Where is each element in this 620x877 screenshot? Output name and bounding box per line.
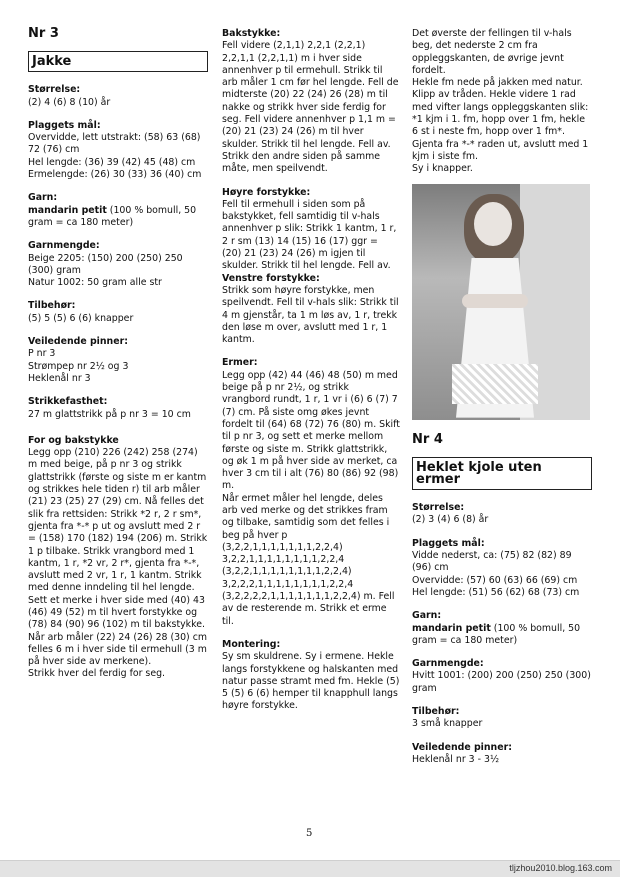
instruction-paragraph: Hekle fm nede på jakken med natur. Klipp av tråden. Hekle videre 1 rad med vifter langs oppleggskanten slik: *1 kjm i 1. fm, hopp over 1 fm, hekle 6 st i neste fm, hopp over 1 fm*. Gjenta fra *-* raden ut, avslutt med 1 kjm i siste fm. bbox=[412, 77, 589, 162]
instruction-paragraph: Strikk den andre siden på samme måte, men speilvendt. bbox=[222, 150, 381, 175]
instruction-paragraph: Legg opp (42) 44 (46) 48 (50) m med beige på p nr 2½, og strikk vrangbord rundt, 1 r, 1 vr i (6) 6 (7) 7 (7) cm. På siste omg økes jevnt fordelt til (64) 68 (72) 76 (80) m. Skift til p nr 3, og sett et merke mellom første og siste m. Strikk glattstrikk, og øk 1 m på hver side av merket, ca hver 3 cm til i alt (76) 80 (86) 92 (98) m. bbox=[222, 369, 400, 492]
amount-line: Hvitt 1001: (200) 200 (250) 250 (300) gram bbox=[412, 670, 591, 694]
photo-arms bbox=[462, 294, 528, 308]
yarn-name: mandarin petit bbox=[28, 204, 107, 216]
instruction-paragraph: Fell til ermehull i siden som på bakstykket, fell samtidig til v-hals annenhver p slik: Strikk 1 kantm, 1 r, 2 r sm (13) 14 (15) 16 (17) ggr = (20) 21 (23) 24 (26) m igjen til skulder. Strikk til hel lengde. Fell av. bbox=[222, 198, 397, 272]
instruction-paragraph: Strikk hver del ferdig for seg. bbox=[28, 668, 166, 680]
section-heading: Plaggets mål: bbox=[28, 119, 101, 131]
yarn-desc: (100 % bomull, 50 gram = ca 180 meter) bbox=[412, 622, 581, 646]
measure-line: Hel lengde: (51) 56 (62) 68 (73) cm bbox=[412, 586, 580, 598]
section-heading: For og bakstykke bbox=[28, 434, 119, 446]
footer-bar bbox=[0, 860, 620, 877]
pattern-number: Nr 3 bbox=[28, 26, 59, 41]
section-heading: Venstre forstykke: bbox=[222, 272, 320, 284]
pattern-number: Nr 4 bbox=[412, 431, 443, 447]
instruction-paragraph: Når ermet måler hel lengde, deles arb ved merke og det strikkes fram og tilbake, samtidig som det felles i beg på hver p (3,2,2,1,1,1,1,1,1,1,2,2,4) 3,2,2,1,1,1,1,1,1,1,1,2,2,4 (3,2,2,1,1,1,1,1,1,1,1,2,2,4) 3,2,2,2,1,1,1,1,1,1,1,1,2,2,4 (3,2,2,2,2,1,1,1,1,1,1,1,2,2,4) m. Fell av de resterende m. Strikk et erme til. bbox=[222, 492, 395, 627]
footer-url[interactable]: tljzhou2010.blog.163.com bbox=[509, 863, 612, 873]
section-heading: Størrelse: bbox=[28, 84, 81, 96]
gauge-text: 27 m glattstrikk på p nr 3 = 10 cm bbox=[28, 408, 191, 420]
accessories-text: 3 små knapper bbox=[412, 718, 483, 730]
dress-photo bbox=[412, 184, 590, 420]
instruction-paragraph: Sett et merke i hver side med (40) 43 (46) 49 (52) m til hvert forstykke og (78) 84 (90) 96 (102) m til bakstykke. bbox=[28, 594, 205, 631]
instruction-paragraph: Strikk som høyre forstykke, men speilvendt. Fell til v-hals slik: Strikk til 4 m gjenstår, ta 1 m løs av, 1 r, trekk den løse m over, avslutt med 1 r, 1 kantm. bbox=[222, 284, 399, 346]
instruction-paragraph: Når arb måler (22) 24 (26) 28 (30) cm felles 6 m i hver side til ermehull (3 m på hver side av merkene). bbox=[28, 631, 207, 668]
section-heading: Bakstykke: bbox=[222, 28, 281, 39]
amount-line: Natur 1002: 50 gram alle str bbox=[28, 277, 162, 289]
page-number: 5 bbox=[306, 828, 313, 839]
section-heading: Veiledende pinner: bbox=[412, 741, 512, 753]
section-heading: Veiledende pinner: bbox=[28, 336, 128, 348]
needle-line: Heklenål nr 3 bbox=[28, 372, 91, 384]
yarn-name: mandarin petit bbox=[412, 622, 491, 634]
yarn-text bbox=[28, 205, 208, 230]
photo-face bbox=[474, 202, 512, 246]
needle-line: Heklenål nr 3 - 3½ bbox=[412, 753, 500, 765]
instruction-paragraph: Sy sm skuldrene. Sy i ermene. Hekle langs forstykkene og halskanten med natur passe stramt med fm. Hekle (5) 5 (5) 6 (6) hemper til knapphull langs høyre forstykke. bbox=[222, 651, 400, 712]
measure-line: Overvidde, lett utstrakt: (58) 63 (68) 72 (76) cm bbox=[28, 132, 201, 156]
section-heading: Montering: bbox=[222, 638, 281, 650]
amount-line: Beige 2205: (150) 200 (250) 250 (300) gram bbox=[28, 252, 183, 276]
needle-line: Strømpep nr 2½ og 3 bbox=[28, 360, 129, 372]
column-right bbox=[412, 28, 592, 766]
section-heading: Garn: bbox=[28, 192, 58, 204]
section-heading: Høyre forstykke: bbox=[222, 186, 311, 198]
size-text: (2) 4 (6) 8 (10) år bbox=[28, 96, 111, 108]
instruction-paragraph: Sy i knapper. bbox=[412, 163, 473, 175]
section-heading: Ermer: bbox=[222, 357, 258, 369]
measure-line: Ermelengde: (26) 30 (33) 36 (40) cm bbox=[28, 169, 202, 181]
section-heading: Tilbehør: bbox=[412, 706, 460, 718]
section-heading: Plaggets mål: bbox=[412, 537, 485, 549]
measure-line: Vidde nederst, ca: (75) 82 (82) 89 (96) cm bbox=[412, 550, 572, 574]
column-left bbox=[28, 26, 208, 681]
measure-line: Hel lengde: (36) 39 (42) 45 (48) cm bbox=[28, 156, 196, 168]
section-heading: Størrelse: bbox=[412, 502, 465, 514]
instruction-paragraph: Fell videre (2,1,1) 2,2,1 (2,2,1) 2,2,1,1 (2,2,1,1) m i hver side annenhver p til ermehull. Strikk til arb måler 1 cm før hel lengde. Fell de midterste (20) 22 (24) 26 (28) m til nakke og strikk hver side ferdig for seg. Fell videre annenhver p 1,1 m = (20) 21 (23) 24 (26) m til hver skulder. Strikk til hel lengde. Fell av. bbox=[222, 40, 399, 150]
section-heading: Garnmengde: bbox=[412, 658, 484, 670]
instruction-paragraph: Det øverste der fellingen til v-hals beg, det nederste 2 cm fra oppleggskanten, de øvrige jevnt fordelt. bbox=[412, 28, 572, 76]
needle-line: P nr 3 bbox=[28, 348, 56, 360]
yarn-desc: (100 % bomull, 50 gram = ca 180 meter) bbox=[28, 204, 197, 228]
section-heading: Garn: bbox=[412, 610, 442, 622]
section-heading: Tilbehør: bbox=[28, 300, 76, 312]
section-heading: Garnmengde: bbox=[28, 240, 100, 252]
instruction-paragraph: Legg opp (210) 226 (242) 258 (274) m med beige, på p nr 3 og strikk glattstrikk (første og siste m er kantm og strikkes hele tiden r) til arb måler (21) 23 (25) 27 (29) cm. Nå felles det slik fra rettsiden: Strikk *2 r, 2 r sm*, gjenta fra *-* p ut og avslutt med 2 r = (158) 170 (182) 194 (206) m. Strikk 1 p tilbake. Strikk vrangbord med 1 kantm, 1 r, *2 vr, 2 r*, gjenta fra *-*, avslutt med 2 vr, 1 r, 1 kantm. Strikk med denne inndeling til hel lengde. bbox=[28, 447, 208, 594]
photo-lace-hem bbox=[452, 364, 538, 404]
column-middle bbox=[222, 28, 400, 713]
pattern-title: Heklet kjole uten ermer bbox=[412, 457, 592, 491]
size-text: (2) 3 (4) 6 (8) år bbox=[412, 514, 489, 526]
accessories-text: (5) 5 (5) 6 (6) knapper bbox=[28, 312, 134, 324]
section-heading: Strikkefasthet: bbox=[28, 396, 108, 408]
pattern-title: Jakke bbox=[28, 51, 208, 72]
yarn-text bbox=[412, 623, 592, 648]
measure-line: Overvidde: (57) 60 (63) 66 (69) cm bbox=[412, 574, 578, 586]
